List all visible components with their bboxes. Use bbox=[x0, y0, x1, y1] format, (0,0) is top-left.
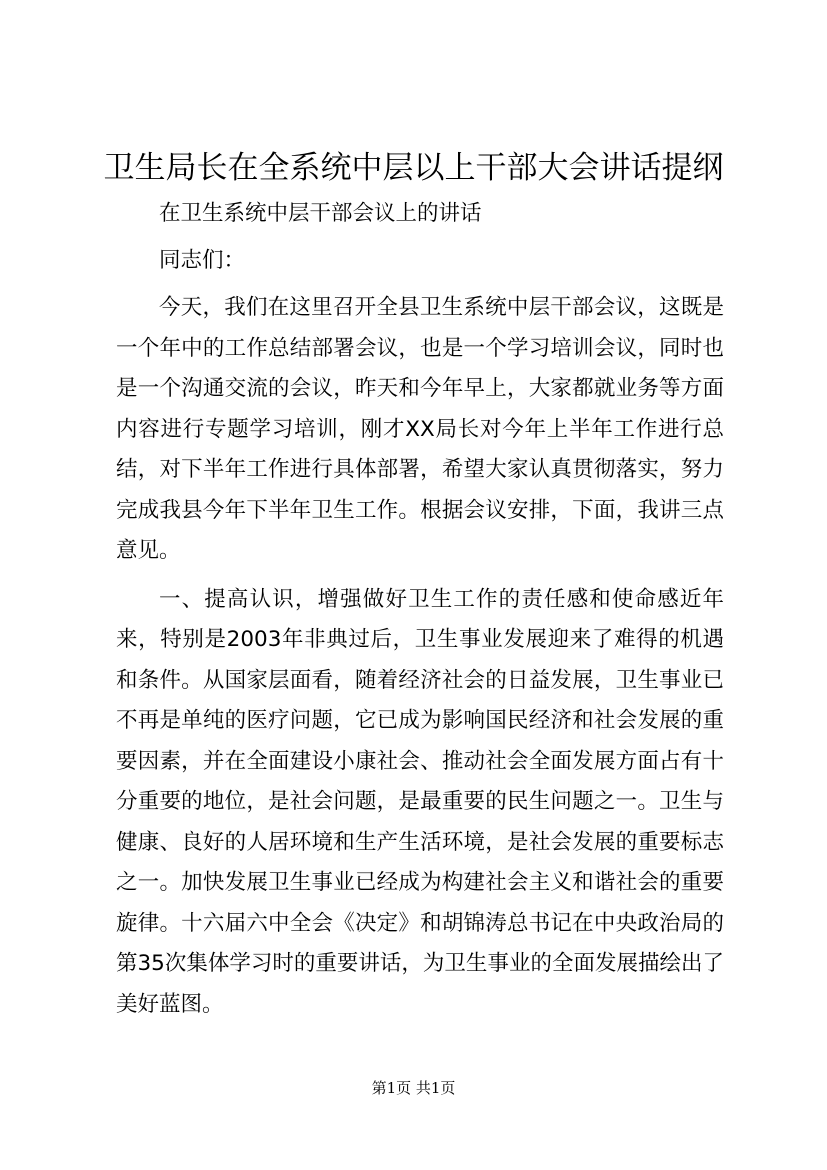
document-title: 卫生局长在全系统中层以上干部大会讲话提纲 bbox=[103, 150, 724, 186]
salutation: 同志们： bbox=[159, 247, 246, 273]
document-subtitle: 在卫生系统中层干部会议上的讲话 bbox=[159, 201, 482, 226]
page-footer: 第1页 共1页 bbox=[371, 1079, 456, 1097]
paragraph-intro: 今天，我们在这里召开全县卫生系统中层干部会议，这既是一个年中的工作总结部署会议，也是一个学习培训会议，同时也是一个沟通交流的会议，昨天和今年早上，大家都就业务等方面内容进行专题学习培训，刚才XX局长对今年上半年工作进行总结，对下半年工作进行具体部署，希望大家认真贯彻落实，努力完成我县今年下半年卫生工作。根据会议安排，下面，我讲三点意见。 bbox=[116, 295, 724, 563]
paragraph-section-one: 一、提高认识，增强做好卫生工作的责任感和使命感近年来，特别是2003年非典过后，卫生事业发展迎来了难得的机遇和条件。从国家层面看，随着经济社会的日益发展，卫生事业已不再是单纯的医疗问题，它已成为影响国民经济和社会发展的重要因素，并在全面建设小康社会、推动社会全面发展方面占有十分重要的地位，是社会问题，是最重要的民生问题之一。卫生与健康、良好的人居环境和生产生活环境，是社会发展的重要标志之一。加快发展卫生事业已经成为构建社会主义和谐社会的重要旋律。十六届六中全会《决定》和胡锦涛总书记在中央政治局的第35次集体学习时的重要讲话，为卫生事业的全面发展描绘出了美好蓝图。 bbox=[116, 586, 724, 1017]
document-body bbox=[116, 194, 724, 1025]
